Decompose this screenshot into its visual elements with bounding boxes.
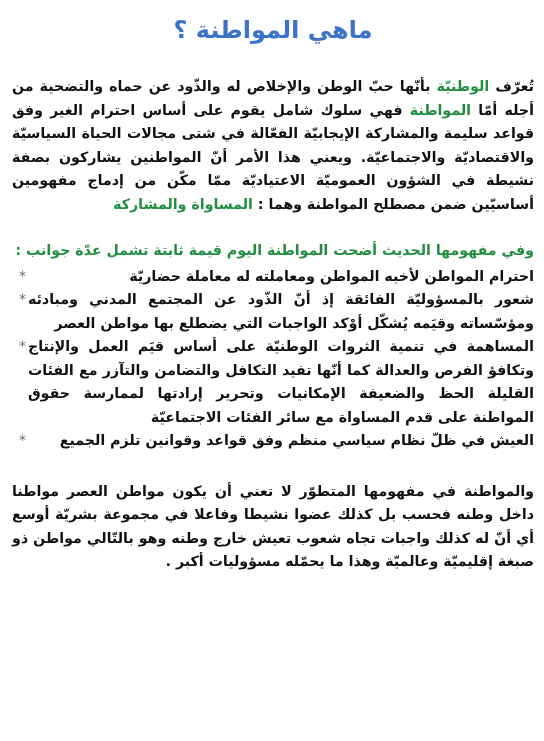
bullet-asterisk-icon: * [19,292,26,308]
term-equality-participation: المساواة والمشاركة [113,196,253,213]
intro-paragraph [12,76,534,217]
bullet-asterisk-icon: * [19,339,26,355]
list-item [12,336,534,430]
list-item-text: المساهمة في تنمية الثروات الوطنيّة على أساس قيَم العمل والإنتاج وتكافؤ الفرص والعدالة كما أنّها تفيد التكافل والتضامن والتآزر مع الفئات القليلة الحظ والضعيفة الإمكانيات وتحرير إرادتها لممارسة حقوق المواطنة على قدم المساواة مع سائر الفئات الاجتماعيّة [28,339,534,426]
intro-text-part3: فهي سلوك شامل يقوم على أساس احترام الغير وفق قواعد سليمة والمشاركة الإيجابيّة الفعّالة في شتى مجالات الحياة السياسيّة والاقتصاديّة والاجتماعيّة. ويعني هذا الأمر أنّ المواطنين يشاركون بصفة نشيطة في الشؤون العموميّة الاعتياديّة ممّا مكّن من إدماج مفهومين أساسيّين ضمن مصطلح المواطنة وهما : [12,102,534,213]
aspects-list [12,266,534,454]
page-title: ماهي المواطنة ؟ [173,16,373,44]
intro-text-part2: بأنّها حبّ الوطن والإخلاص له والذّود عن حماه والتضحية من أجله أمّا [12,79,534,119]
term-watania: الوطنيّة [436,79,490,95]
intro-text-part1: تُعرّف [489,79,534,95]
closing-paragraph: والمواطنة في مفهومها المتطوّر لا تعني أن يكون مواطن العصر مواطنا داخل وطنه فحسب بل كذلك عضوا نشيطا وفاعلا في مجموعة بشريّة أوسع أي أنّ له كذلك واجبات تجاه شعوب تعيش خارج وطنه وهو بالتّالي مواطن ذو صبغة إقليميّة وعالميّة وهذا ما يحمّله مسؤوليات أكبر . [12,483,534,570]
list-item [12,430,534,454]
list-item-text: احترام المواطن لأخيه المواطن ومعاملته له معاملة حضاريّة [129,268,534,285]
bullet-asterisk-icon: * [19,268,26,285]
list-item [12,289,534,336]
list-item-text: شعور بالمسؤوليّة الفائقة إذ أنّ الذّود عن المجتمع المدني ومبادئه ومؤسّساته وقيَمه يُشكّل أوْكد الواجبات التي يضطلع بها مواطن العصر [28,292,534,332]
list-item [12,266,534,290]
section-heading: وفي مفهومها الحديث أضحت المواطنة اليوم قيمة ثابتة تشمل عدّة جوانب : [15,243,534,259]
list-item-text: العيش في ظلّ نظام سياسي منظم وفق قواعد وقوانين تلزم الجميع [59,433,534,449]
bullet-asterisk-icon: * [19,433,26,449]
term-muwatana: المواطنة [409,102,472,119]
